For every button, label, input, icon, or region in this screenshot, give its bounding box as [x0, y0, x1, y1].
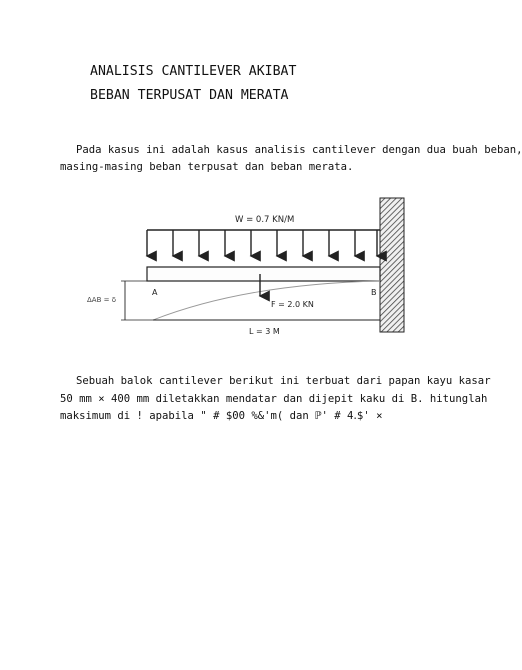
problem-line-3: maksimum di ! apabila " # $00 %&'m( dan ℙ' # 4․$' ×	[60, 410, 383, 422]
problem-line-2: 50 mm × 400 mm diletakkan mendatar dan dijepit kaku di B. hitunglah	[60, 392, 488, 405]
title-line-2: BEBAN TERPUSAT DAN MERATA	[90, 88, 289, 103]
fixed-wall-support	[380, 198, 404, 332]
support-label-b: B	[371, 288, 377, 297]
beam	[147, 267, 380, 281]
point-load-label: F = 2.0 KN	[271, 300, 314, 309]
intro-line-2: masing-masing beban terpusat dan beban merata.	[60, 161, 354, 173]
problem-line-1: Sebuah balok cantilever berikut ini terbuat dari papan kayu kasar	[76, 375, 491, 387]
deflection-label: ΔAB = δ	[87, 296, 116, 304]
udl-label: W = 0.7 KN/M	[235, 215, 295, 225]
distributed-load	[147, 230, 380, 256]
span-label: L = 3 M	[249, 327, 280, 336]
problem-paragraph	[60, 373, 491, 426]
cantilever-figure	[85, 192, 410, 342]
intro-line-1: Pada kasus ini adalah kasus analisis cantilever dengan dua buah beban,	[76, 144, 522, 156]
title-line-1: ANALISIS CANTILEVER AKIBAT	[90, 64, 297, 79]
intro-paragraph	[60, 142, 522, 176]
deflection-curve	[153, 281, 380, 320]
support-label-a: A	[152, 288, 158, 297]
